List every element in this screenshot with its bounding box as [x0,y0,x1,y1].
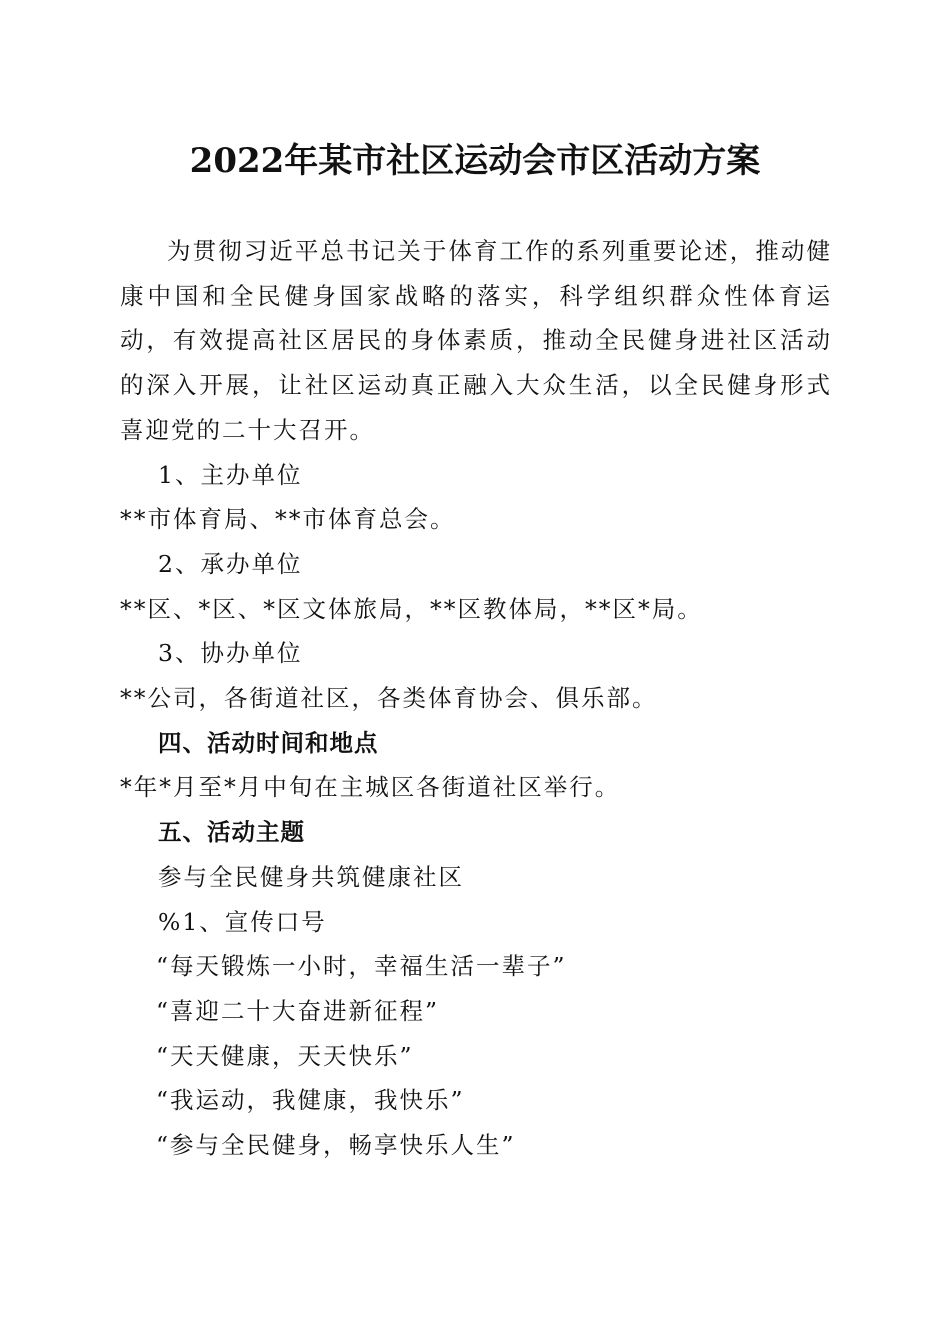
slogan-item: “参与全民健身，畅享快乐人生” [156,1131,516,1160]
slogan-item: “我运动，我健康，我快乐” [156,1086,465,1115]
document-title: 2022年某市社区运动会市区活动方案 [189,141,761,181]
intro-paragraph: 为贯彻习近平总书记关于体育工作的系列重要论述，推动健康中国和全民健身国家战略的落实，科学组织群众性体育运动，有效提高社区居民的身体素质，推动全民健身进社区活动的深入开展，让社区运动真正融入大众生活，以全民健身形式喜迎党的二十大召开。 [120,237,832,444]
co-organizer-value: **公司，各街道社区，各类体育协会、俱乐部。 [120,684,658,713]
undertaker-value: **区、*区、*区文体旅局，**区教体局，**区*局。 [120,594,703,623]
organizer-label: 1、主办单位 [158,460,303,489]
co-organizer-label: 3、协办单位 [158,639,303,668]
time-place-heading: 四、活动时间和地点 [158,728,379,757]
time-place-value: *年*月至*月中旬在主城区各街道社区举行。 [120,773,621,802]
slogan-item: “喜迎二十大奋进新征程” [156,996,440,1025]
document-body [120,229,832,1168]
theme-heading: 五、活动主题 [158,818,305,847]
slogan-item: “天天健康，天天快乐” [156,1041,414,1070]
organizer-value: **市体育局、**市体育总会。 [120,505,456,534]
theme-value: 参与全民健身共筑健康社区 [158,862,464,891]
slogan-item: “每天锻炼一小时，幸福生活一辈子” [156,952,567,981]
undertaker-label: 2、承办单位 [158,549,303,578]
slogan-label: %1、宣传口号 [158,907,327,936]
